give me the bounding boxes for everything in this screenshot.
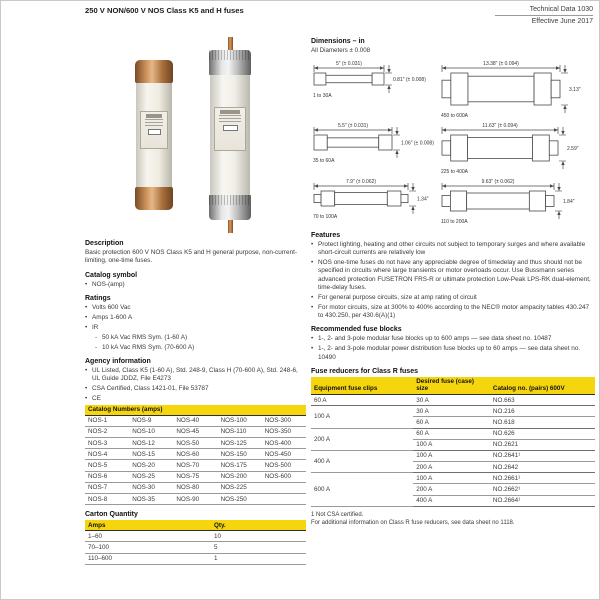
dimensions-heading: Dimensions – in xyxy=(311,38,365,45)
catalog-number-cell: NOS-25 xyxy=(129,471,173,482)
description-text: Basic protection 600 V NOS Class K5 and H general purpose, non-current-limiting, one-time fuses. xyxy=(85,249,298,265)
fuse-dimension-drawing xyxy=(439,58,595,120)
list-item-text: CSA Certified, Class 1421-01, File 53787 xyxy=(92,385,209,393)
list-item xyxy=(85,385,306,393)
catalog-number-cell xyxy=(262,494,306,505)
reducer-cell: 100 A xyxy=(413,450,490,461)
label-rating-tag xyxy=(148,129,161,135)
dimensions-note: All Diameters ± 0.008 xyxy=(311,47,371,54)
svg-text:35 to 60A: 35 to 60A xyxy=(313,158,335,164)
bullet-icon: - xyxy=(95,343,98,351)
list-item-text: 1-, 2- and 3-pole modular fuse blocks up to 600 amps — see data sheet no. 10487 xyxy=(318,335,552,343)
list-item xyxy=(311,294,595,302)
bullet-icon: • xyxy=(311,303,314,311)
reducer-cell: NO.216 xyxy=(490,406,595,417)
dimension-diagram-35-to-60a xyxy=(311,120,439,165)
catalog-number-cell: NOS-450 xyxy=(262,449,306,460)
list-item-text: NOS-(amp) xyxy=(92,280,125,288)
silver-cap-bottom xyxy=(209,195,251,220)
column-header: Qty. xyxy=(211,520,306,531)
catalog-number-cell: NOS-300 xyxy=(262,415,306,426)
catalog-numbers-table xyxy=(85,405,306,506)
bullet-icon: • xyxy=(311,293,314,301)
catalog-number-cell: NOS-8 xyxy=(85,494,129,505)
fuse-photo-blade-style xyxy=(209,50,251,220)
ratings-list xyxy=(85,304,306,352)
footnote-1: 1 Not CSA certified. xyxy=(311,511,364,518)
features-heading: Features xyxy=(311,232,341,239)
reducer-cell: 200 A xyxy=(413,462,490,473)
list-item-text: Protect lighting, heating and other circuits not subject to temporary surges and where available short-circuit currents are relatively low xyxy=(318,241,586,257)
table-row xyxy=(85,438,306,449)
reducer-cell: NO.2664¹ xyxy=(490,495,595,506)
catalog-number-cell: NOS-35 xyxy=(129,494,173,505)
catalog-number-cell: NOS-100 xyxy=(218,415,262,426)
list-item xyxy=(85,314,306,322)
dimension-diagrams xyxy=(311,58,595,226)
table-row xyxy=(85,494,306,505)
table-row xyxy=(85,426,306,437)
svg-text:11.63" (± 0.094): 11.63" (± 0.094) xyxy=(482,123,518,129)
list-item xyxy=(95,344,306,352)
list-item-text: For general purpose circuits, size at amp rating of circuit xyxy=(318,293,477,301)
list-item xyxy=(85,304,306,312)
brand-logo xyxy=(146,114,162,118)
list-item xyxy=(311,345,595,362)
svg-text:70 to 100A: 70 to 100A xyxy=(313,214,338,220)
catalog-number-cell: NOS-225 xyxy=(218,482,262,493)
agency-heading: Agency information xyxy=(85,357,151,365)
catalog-number-cell: NOS-20 xyxy=(129,460,173,471)
list-item xyxy=(311,335,595,343)
dimension-diagram-70-to-100a xyxy=(311,176,439,221)
copper-cap-bottom xyxy=(135,187,173,210)
bullet-icon: • xyxy=(85,280,88,288)
table-row xyxy=(311,406,595,417)
reducer-cell: NO.2621 xyxy=(490,439,595,450)
list-item-text: Volts 600 Vac xyxy=(92,304,131,312)
carton-heading: Carton Quantity xyxy=(85,511,138,519)
svg-text:3.13": 3.13" xyxy=(569,87,581,93)
bullet-icon: • xyxy=(311,335,314,343)
catalog-number-cell: NOS-6 xyxy=(85,471,129,482)
product-photos xyxy=(85,36,306,234)
catalog-symbol-list xyxy=(85,281,306,289)
fuse-dimension-drawing xyxy=(311,58,439,100)
fuse-photo-ferrule-style xyxy=(135,60,173,210)
svg-text:110 to 200A: 110 to 200A xyxy=(441,219,468,225)
list-item-text: 1-, 2- and 3-pole modular power distribution fuse blocks up to 60 amps — see data sheet no. 10490 xyxy=(318,345,581,361)
catalog-number-cell: NOS-70 xyxy=(173,460,217,471)
carton-cell: 1–60 xyxy=(85,531,211,542)
description-heading: Description xyxy=(85,240,124,247)
catalog-number-cell: NOS-45 xyxy=(173,426,217,437)
reducer-cell: 60 A xyxy=(413,417,490,428)
reducer-cell: 60 A xyxy=(413,428,490,439)
column-header: Desired fuse (case) size xyxy=(413,377,490,395)
svg-text:1 to 30A: 1 to 30A xyxy=(313,93,332,99)
svg-text:5" (± 0.031): 5" (± 0.031) xyxy=(336,61,362,67)
list-item-text: 50 kA Vac RMS Sym. (1-60 A) xyxy=(102,333,188,341)
dimension-diagram-225-to-400a xyxy=(439,120,595,176)
catalog-number-cell: NOS-5 xyxy=(85,460,129,471)
carton-body xyxy=(85,531,306,565)
equipment-clips-cell: 200 A xyxy=(311,428,413,450)
list-item xyxy=(311,304,595,321)
catalog-number-cell: NOS-350 xyxy=(262,426,306,437)
catalog-number-cell: NOS-175 xyxy=(218,460,262,471)
features-list xyxy=(311,241,595,320)
catalog-number-cell: NOS-90 xyxy=(173,494,217,505)
table-row xyxy=(311,450,595,461)
list-item-text: For motor circuits, size at 300% to 400% according to the NEC® motor ampacity tables 430.247 to 430.250, per 430.6(A)(1) xyxy=(318,303,590,320)
equipment-clips-cell: 100 A xyxy=(311,406,413,428)
table-row xyxy=(85,415,306,426)
svg-text:1.34": 1.34" xyxy=(417,196,429,203)
catalog-number-cell: NOS-200 xyxy=(218,471,262,482)
bullet-icon: • xyxy=(311,241,314,248)
footnote-2: For additional information on Class R fuse reducers, see data sheet no 1118. xyxy=(311,520,515,527)
doc-number: Technical Data 1030 xyxy=(529,6,593,13)
catalog-number-cell: NOS-4 xyxy=(85,449,129,460)
fuse-dimension-drawing xyxy=(311,176,439,221)
fuse-body xyxy=(210,74,250,196)
table-row xyxy=(85,460,306,471)
agency-list xyxy=(85,367,306,403)
silver-cap-top xyxy=(209,50,251,75)
table-row xyxy=(311,394,595,405)
header-right xyxy=(463,6,593,25)
reducers-table xyxy=(311,377,595,507)
bullet-icon: • xyxy=(85,385,88,393)
column-header: Catalog no. (pairs) 600V xyxy=(490,377,595,395)
svg-text:2.59": 2.59" xyxy=(567,146,579,152)
equipment-clips-cell: 60 A xyxy=(311,394,413,405)
catalog-number-cell: NOS-7 xyxy=(85,482,129,493)
svg-text:5.5" (± 0.031): 5.5" (± 0.031) xyxy=(337,123,369,129)
table-row xyxy=(311,473,595,484)
catalog-number-cell: NOS-2 xyxy=(85,426,129,437)
list-item-text: CE xyxy=(92,394,101,402)
right-column xyxy=(311,36,595,528)
svg-text:1.06" (± 0.008): 1.06" (± 0.008) xyxy=(401,140,434,147)
fuse-label xyxy=(214,107,246,151)
column-header: Amps xyxy=(85,520,211,531)
copper-cap-top xyxy=(135,60,173,83)
carton-table xyxy=(85,520,306,565)
reducer-cell: NO.2662¹ xyxy=(490,484,595,495)
catalog-number-cell xyxy=(262,482,306,493)
left-column xyxy=(85,36,306,565)
page-title: 250 V NON/600 V NOS Class K5 and H fuses xyxy=(85,6,244,15)
catalog-number-cell: NOS-9 xyxy=(129,415,173,426)
table-row xyxy=(311,428,595,439)
dimension-diagram-110-to-200a xyxy=(439,176,595,226)
table-row xyxy=(85,482,306,493)
list-item xyxy=(85,395,306,403)
reducer-cell: 400 A xyxy=(413,495,490,506)
list-item xyxy=(311,241,595,258)
catalog-number-cell: NOS-125 xyxy=(218,438,262,449)
fuse-dimension-drawing xyxy=(439,120,595,176)
catalog-number-cell: NOS-250 xyxy=(218,494,262,505)
carton-cell: 70–100 xyxy=(85,542,211,553)
bullet-icon: • xyxy=(85,394,88,402)
catalog-number-cell: NOS-15 xyxy=(129,449,173,460)
reducer-cell: 200 A xyxy=(413,484,490,495)
bullet-icon: • xyxy=(311,259,314,267)
table-row xyxy=(85,531,306,542)
catalog-number-cell: NOS-40 xyxy=(173,415,217,426)
footnotes xyxy=(311,511,595,528)
column-header: Equipment fuse clips xyxy=(311,377,413,395)
table-row xyxy=(85,449,306,460)
table-row xyxy=(85,471,306,482)
reducer-cell: NO.2641¹ xyxy=(490,450,595,461)
list-item xyxy=(311,259,595,292)
header-divider xyxy=(495,15,593,16)
equipment-clips-cell: 600 A xyxy=(311,473,413,507)
ratings-heading: Ratings xyxy=(85,295,111,303)
catalog-number-cell: NOS-12 xyxy=(129,438,173,449)
svg-text:225 to 400A: 225 to 400A xyxy=(441,169,468,175)
svg-text:450 to 600A: 450 to 600A xyxy=(441,113,468,119)
catalog-number-cell: NOS-80 xyxy=(173,482,217,493)
svg-text:13.38" (± 0.094): 13.38" (± 0.094) xyxy=(483,61,519,67)
reducer-cell: 100 A xyxy=(413,439,490,450)
fuse-dimension-drawing xyxy=(439,176,595,226)
catalog-numbers-body xyxy=(85,415,306,505)
table-row xyxy=(85,553,306,564)
dimension-diagram-450-to-600a xyxy=(439,58,595,120)
fuse-blocks-heading: Recommended fuse blocks xyxy=(311,326,402,334)
table-row xyxy=(85,542,306,553)
bullet-icon: • xyxy=(85,366,88,374)
reducer-cell: NO.663 xyxy=(490,394,595,405)
dimension-diagram-1-to-30a xyxy=(311,58,439,100)
catalog-number-cell: NOS-50 xyxy=(173,438,217,449)
carton-cell: 5 xyxy=(211,542,306,553)
carton-header-row xyxy=(85,520,306,531)
catalog-number-cell: NOS-10 xyxy=(129,426,173,437)
catalog-number-cell: NOS-400 xyxy=(262,438,306,449)
catalog-numbers-header: Catalog Numbers (amps) xyxy=(85,405,306,416)
list-item-text: 10 kA Vac RMS Sym. (70-600 A) xyxy=(102,343,195,351)
catalog-number-cell: NOS-30 xyxy=(129,482,173,493)
list-item-text: Amps 1-600 A xyxy=(92,314,133,322)
bullet-icon: • xyxy=(311,345,314,353)
reducer-cell: 30 A xyxy=(413,406,490,417)
effective-date: Effective June 2017 xyxy=(531,18,593,25)
svg-text:7.9" (± 0.062): 7.9" (± 0.062) xyxy=(345,179,377,185)
list-item-text: IR xyxy=(92,323,99,331)
list-item-text: UL Listed, Class K5 (1-60 A), Std. 248-9, Class H (70-600 A), Std. 248-6, UL Guide JDDZ, File E4273 xyxy=(92,366,298,383)
fuse-label xyxy=(140,111,168,149)
fuse-body xyxy=(136,82,172,188)
reducers-body xyxy=(311,394,595,506)
svg-text:1.84": 1.84" xyxy=(563,199,575,205)
catalog-number-cell: NOS-3 xyxy=(85,438,129,449)
catalog-number-cell: NOS-60 xyxy=(173,449,217,460)
reducers-heading: Fuse reducers for Class R fuses xyxy=(311,367,418,375)
label-rating-tag xyxy=(223,125,238,131)
svg-text:9.63" (± 0.062): 9.63" (± 0.062) xyxy=(481,179,515,185)
carton-cell: 1 xyxy=(211,553,306,564)
reducer-cell: NO.618 xyxy=(490,417,595,428)
bullet-icon: - xyxy=(95,333,98,341)
list-item xyxy=(95,334,306,342)
reducer-cell: NO.2642 xyxy=(490,462,595,473)
reducer-cell: 100 A xyxy=(413,473,490,484)
catalog-number-cell: NOS-110 xyxy=(218,426,262,437)
fuse-blocks-list xyxy=(311,335,595,361)
catalog-number-cell: NOS-75 xyxy=(173,471,217,482)
list-item xyxy=(85,324,306,332)
fuse-dimension-drawing xyxy=(311,120,439,165)
carton-cell: 110–600 xyxy=(85,553,211,564)
catalog-number-cell: NOS-150 xyxy=(218,449,262,460)
reducer-cell: 30 A xyxy=(413,394,490,405)
catalog-number-cell: NOS-600 xyxy=(262,471,306,482)
bullet-icon: • xyxy=(85,314,88,322)
equipment-clips-cell: 400 A xyxy=(311,450,413,472)
catalog-number-cell: NOS-500 xyxy=(262,460,306,471)
brand-logo xyxy=(220,110,240,114)
label-text-lines xyxy=(219,115,241,124)
svg-text:0.81" (± 0.008): 0.81" (± 0.008) xyxy=(393,77,426,83)
catalog-symbol-heading: Catalog symbol xyxy=(85,271,138,279)
reducer-cell: NO.626 xyxy=(490,428,595,439)
list-item xyxy=(85,367,306,384)
catalog-number-cell: NOS-1 xyxy=(85,415,129,426)
list-item-text: NOS one-time fuses do not have any appreciable degree of timedelay and thus should not be specified in circuits where large transients or motor overloads occur. Use Bussmann series advanced protection FUSETRON FRS-R or ultimate protection Low-Peak LPS-RK dual-element, time-delay fuses. xyxy=(318,259,591,292)
label-text-lines xyxy=(145,119,163,128)
reducers-header-row xyxy=(311,377,595,395)
reducer-cell: NO.2661¹ xyxy=(490,473,595,484)
carton-cell: 10 xyxy=(211,531,306,542)
bullet-icon: • xyxy=(85,323,88,331)
bullet-icon: • xyxy=(85,304,88,312)
list-item xyxy=(85,281,306,289)
